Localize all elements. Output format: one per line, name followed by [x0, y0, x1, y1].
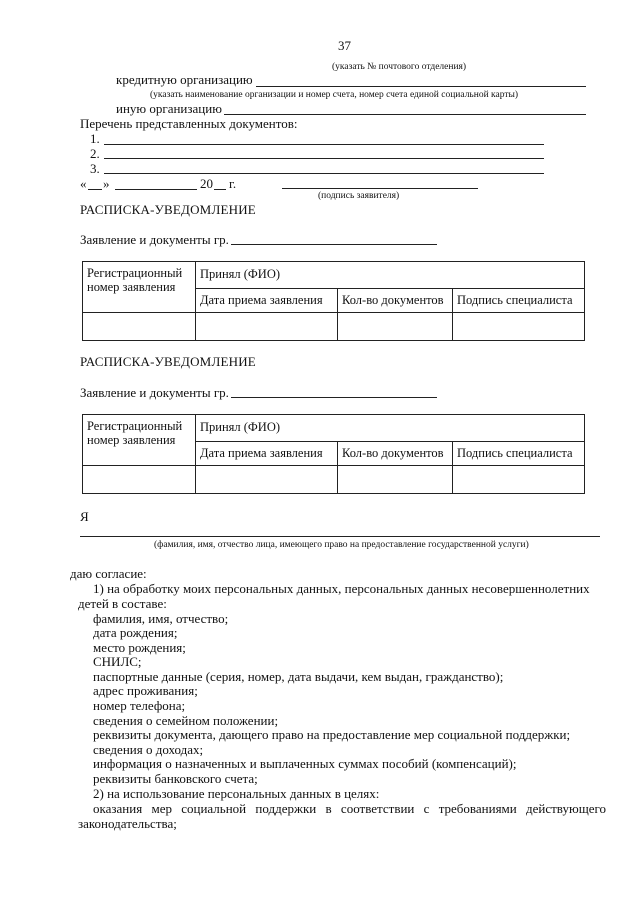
date-received-cell[interactable] — [196, 313, 338, 341]
doc-item-1-line[interactable] — [104, 144, 544, 145]
date-year-line[interactable] — [214, 189, 226, 190]
date-received-header: Дата приема заявления — [196, 442, 338, 466]
consent-i-label: Я — [80, 509, 89, 524]
date-received-header: Дата приема заявления — [196, 289, 338, 313]
accepted-header: Принял (ФИО) — [196, 415, 585, 442]
consent-list-item: сведения о доходах; — [93, 742, 204, 757]
date-day-line[interactable] — [88, 189, 102, 190]
specialist-signature-cell[interactable] — [453, 466, 585, 494]
doc-count-header: Кол-во документов — [338, 289, 453, 313]
consent-list-item: фамилия, имя, отчество; — [93, 611, 229, 626]
date-close-quote: » — [103, 176, 110, 191]
consent-name-line[interactable] — [80, 536, 600, 537]
doc-list-title: Перечень представленных документов: — [80, 116, 298, 131]
specialist-signature-cell[interactable] — [453, 313, 585, 341]
credit-org-line[interactable] — [256, 86, 586, 87]
specialist-signature-header: Подпись специалиста — [453, 289, 585, 313]
accepted-header: Принял (ФИО) — [196, 262, 585, 289]
consent-name-hint: (фамилия, имя, отчество лица, имеющего право на предоставление государственной услуги) — [154, 540, 529, 550]
specialist-signature-header: Подпись специалиста — [453, 442, 585, 466]
credit-org-hint: (указать наименование организации и номер счета, номер счета единой социальной карты) — [150, 90, 519, 100]
doc-item-2-label: 2. — [90, 146, 100, 161]
consent-item-1-line-2: детей в составе: — [78, 596, 167, 611]
doc-item-3-label: 3. — [90, 161, 100, 176]
doc-count-header: Кол-во документов — [338, 442, 453, 466]
date-open-quote: « — [80, 176, 87, 191]
consent-list-item: СНИЛС; — [93, 654, 142, 669]
reg-number-cell[interactable] — [83, 466, 196, 494]
consent-item-1-line-1: 1) на обработку моих персональных данных, персональных данных несовершеннолетних — [93, 581, 590, 596]
signature-line[interactable] — [282, 188, 478, 189]
other-org-label: иную организацию — [116, 101, 222, 116]
reg-number-header: Регистрационный номер заявления — [83, 415, 196, 466]
consent-list-item: реквизиты банковского счета; — [93, 771, 258, 786]
consent-list-item: информация о назначенных и выплаченных суммах пособий (компенсаций); — [93, 756, 517, 771]
doc-count-cell[interactable] — [338, 466, 453, 494]
receipt-1-name-line[interactable] — [231, 244, 437, 245]
date-received-cell[interactable] — [196, 466, 338, 494]
doc-item-1-label: 1. — [90, 131, 100, 146]
consent-list-item: номер телефона; — [93, 698, 186, 713]
receipt-1-docs-label: Заявление и документы гр. — [80, 232, 229, 247]
reg-number-cell[interactable] — [83, 313, 196, 341]
date-month-line[interactable] — [115, 189, 197, 190]
give-consent-label: даю согласие: — [70, 566, 147, 581]
page-number: 37 — [338, 38, 351, 53]
consent-list-item: реквизиты документа, дающего право на предоставление мер социальной поддержки; — [93, 727, 571, 742]
consent-purpose-line-2: законодательства; — [78, 816, 177, 831]
doc-item-2-line[interactable] — [104, 158, 544, 159]
receipt-2-name-line[interactable] — [231, 397, 437, 398]
receipt-2-title: РАСПИСКА-УВЕДОМЛЕНИЕ — [80, 354, 256, 369]
doc-count-cell[interactable] — [338, 313, 453, 341]
consent-list-item: дата рождения; — [93, 625, 178, 640]
consent-list-item: адрес проживания; — [93, 683, 198, 698]
receipt-1-table — [82, 261, 585, 341]
consent-item-2: 2) на использование персональных данных в целях: — [93, 786, 380, 801]
receipt-1-title: РАСПИСКА-УВЕДОМЛЕНИЕ — [80, 202, 256, 217]
receipt-2-docs-label: Заявление и документы гр. — [80, 385, 229, 400]
consent-list-item: паспортные данные (серия, номер, дата выдачи, кем выдан, гражданство); — [93, 669, 504, 684]
credit-org-label: кредитную организацию — [116, 72, 253, 87]
date-year-prefix: 20 — [200, 176, 213, 191]
consent-list-item: сведения о семейном положении; — [93, 713, 279, 728]
consent-list-item: место рождения; — [93, 640, 186, 655]
post-office-hint: (указать № почтового отделения) — [332, 62, 467, 72]
receipt-2-table — [82, 414, 585, 494]
doc-item-3-line[interactable] — [104, 173, 544, 174]
date-year-suffix: г. — [229, 176, 237, 191]
consent-purpose-line-1: оказания мер социальной поддержки в соответствии с требованиями действующего — [93, 801, 606, 816]
reg-number-header: Регистрационный номер заявления — [83, 262, 196, 313]
signature-hint: (подпись заявителя) — [318, 191, 400, 201]
other-org-line[interactable] — [224, 114, 586, 115]
